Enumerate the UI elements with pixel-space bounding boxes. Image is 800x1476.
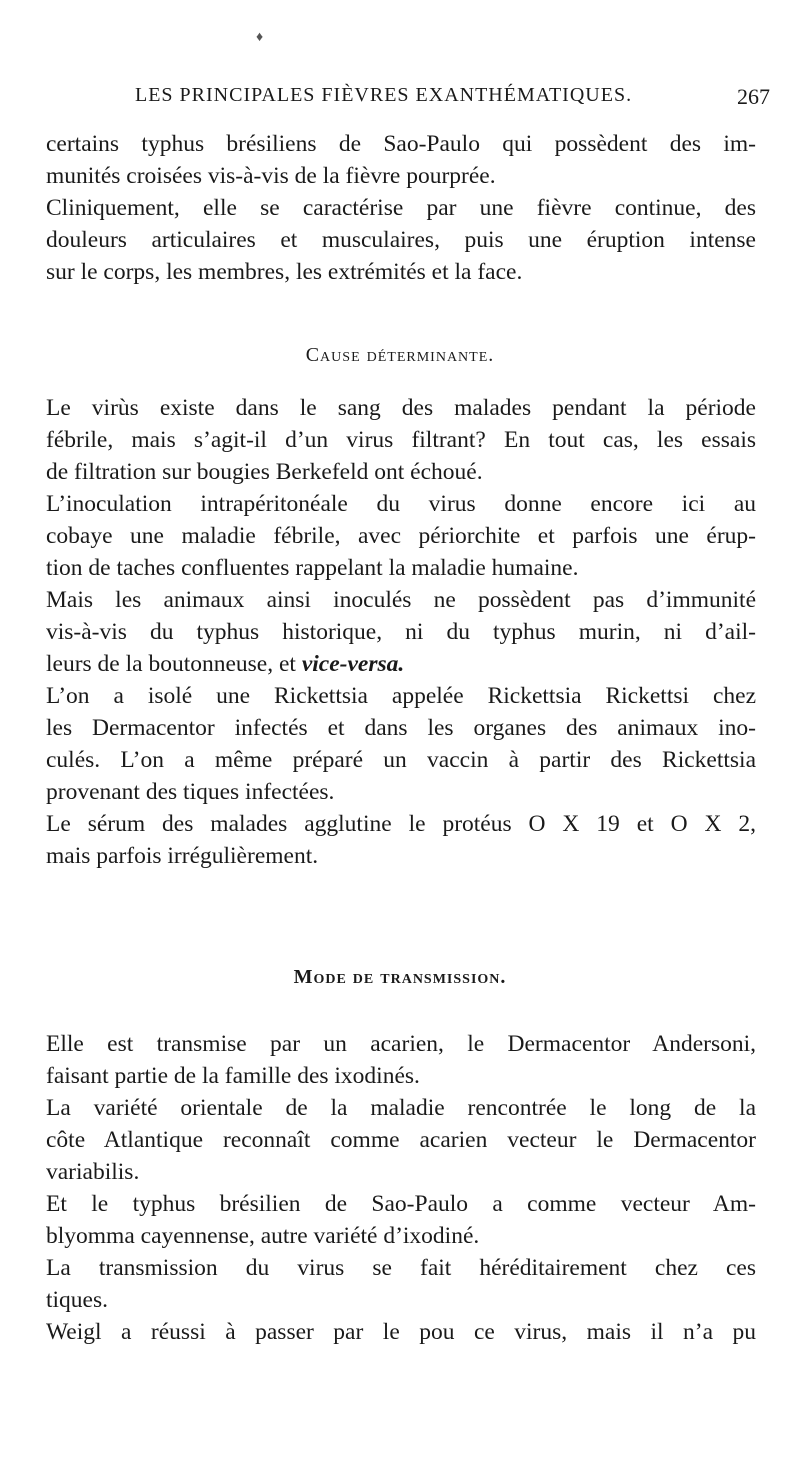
text-line: mais parfois irrégulièrement.: [46, 843, 319, 869]
text-line: Elle est transmise par un acarien, le Dermacentor Andersoni,: [46, 1031, 756, 1057]
text-line: La transmission du virus se fait héréditairement chez ces: [46, 1255, 756, 1281]
text-line: de filtration sur bougies Berkefeld ont échoué.: [46, 459, 483, 485]
section-heading-cause: Cause déterminante.: [305, 344, 495, 366]
text-line: [46, 648, 756, 680]
text-line: cobaye une maladie fébrile, avec périorchite et parfois une érup-: [46, 523, 756, 549]
text-line: variabilis.: [46, 1159, 140, 1185]
text-line: provenant des tiques infectées.: [46, 779, 335, 805]
section-cause-text: [46, 392, 756, 872]
page-number: 267: [737, 84, 770, 109]
text-line: les Dermacentor infectés et dans les organes des animaux ino-: [46, 715, 756, 741]
ink-speck: ♦: [256, 30, 264, 45]
text-line: Mais les animaux ainsi inoculés ne possèdent pas d’immunité: [46, 587, 756, 613]
text-line: culés. L’on a même préparé un vaccin à partir des Rickettsia: [46, 747, 756, 773]
text-line: Cliniquement, elle se caractérise par une fièvre continue, des: [46, 195, 756, 221]
text-line: fébrile, mais s’agit-il d’un virus filtrant? En tout cas, les essais: [46, 427, 756, 453]
text-line: Et le typhus brésilien de Sao-Paulo a comme vecteur Am-: [46, 1191, 756, 1217]
running-head: [50, 82, 770, 116]
text-line: faisant partie de la famille des ixodinés.: [46, 1063, 420, 1089]
italic-phrase: vice-versa.: [301, 651, 405, 677]
text-line: munités croisées vis-à-vis de la fièvre pourprée.: [46, 163, 496, 189]
text-line: Le virùs existe dans le sang des malades pendant la période: [46, 395, 756, 421]
text-line: douleurs articulaires et musculaires, puis une éruption intense: [46, 227, 756, 253]
text-line: sur le corps, les membres, les extrémités et la face.: [46, 259, 523, 285]
text-line: tion de taches confluentes rappelant la maladie humaine.: [46, 555, 579, 581]
text-line: L’on a isolé une Rickettsia appelée Rickettsia Rickettsi chez: [46, 683, 756, 709]
section-transmission-text: [46, 1028, 756, 1348]
text-line: vis-à-vis du typhus historique, ni du typhus murin, ni d’ail-: [46, 619, 756, 645]
text-line: Weigl a réussi à passer par le pou ce virus, mais il n’a pu: [46, 1319, 756, 1345]
text-line: blyomma cayennense, autre variété d’ixodiné.: [46, 1223, 480, 1249]
section-heading-transmission: Mode de transmission.: [293, 966, 507, 988]
text-line: Le sérum des malades agglutine le protéus O X 19 et O X 2,: [46, 811, 756, 837]
running-title: LES PRINCIPALES FIÈVRES EXANTHÉMATIQUES.: [135, 84, 633, 106]
text-line: tiques.: [46, 1287, 109, 1313]
intro-text: [46, 128, 756, 288]
text-line: côte Atlantique reconnaît comme acarien vecteur le Dermacentor: [46, 1127, 756, 1153]
text-fragment: leurs de la boutonneuse, et: [46, 651, 296, 677]
text-line: L’inoculation intrapéritonéale du virus donne encore ici au: [46, 491, 756, 517]
text-line: certains typhus brésiliens de Sao-Paulo qui possèdent des im-: [46, 131, 756, 157]
text-line: La variété orientale de la maladie rencontrée le long de la: [46, 1095, 756, 1121]
